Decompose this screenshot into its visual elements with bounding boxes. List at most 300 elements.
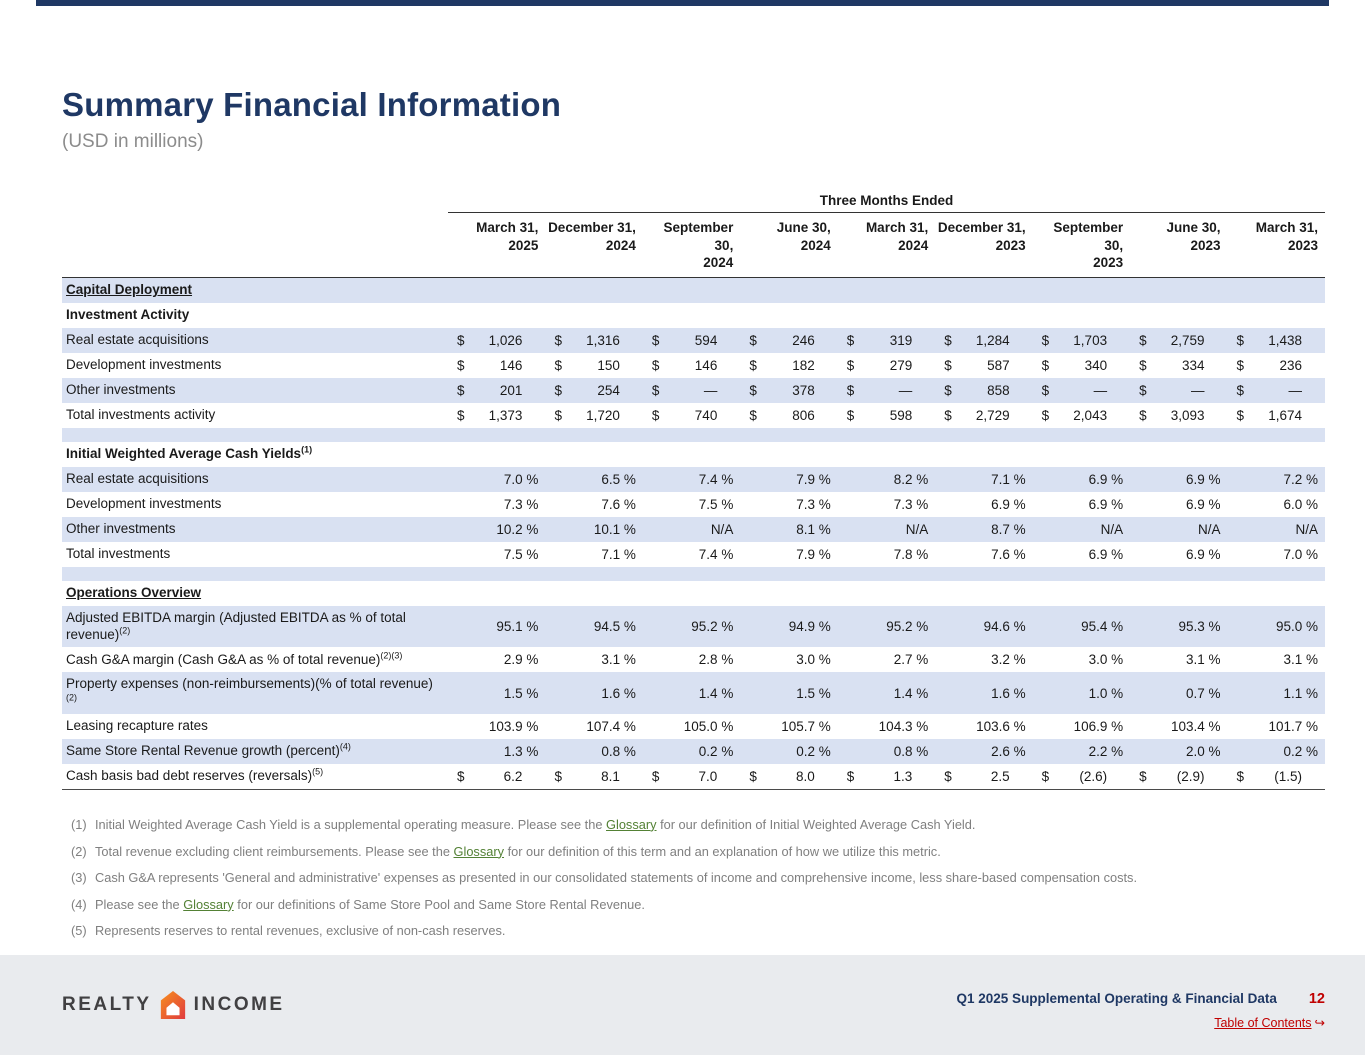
row-label-text: Development investments	[66, 357, 222, 373]
value-cell	[935, 492, 1032, 517]
value-cell	[740, 739, 837, 764]
cell-value: 3,093	[1170, 407, 1205, 423]
cell-value: 1.6 %	[991, 685, 1026, 701]
value-cell	[935, 672, 1032, 714]
cell-value: 2,043	[1073, 407, 1108, 423]
value-cell	[1228, 542, 1325, 567]
page-subtitle: (USD in millions)	[62, 131, 204, 152]
row-label-text: Development investments	[66, 496, 222, 512]
table-of-contents-link[interactable]: Table of Contents	[1214, 1015, 1312, 1030]
cell-value: 334	[1182, 357, 1205, 373]
currency-symbol: $	[457, 382, 465, 398]
value-cell	[545, 378, 642, 403]
currency-symbol: $	[1236, 332, 1245, 348]
column-header	[545, 219, 642, 272]
cell-value: 107.4 %	[586, 718, 636, 734]
value-cell	[1228, 378, 1325, 403]
column-header-date: March 31,	[1255, 220, 1318, 235]
currency-symbol: $	[846, 382, 855, 398]
cell-value: (1.5)	[1274, 768, 1302, 784]
currency-symbol: $	[554, 407, 562, 423]
value-cell	[838, 739, 935, 764]
footnotes	[62, 817, 1325, 940]
table-row	[62, 542, 1325, 567]
value-cell	[740, 672, 837, 714]
value-cell	[838, 403, 935, 428]
cell-value: 2,759	[1170, 332, 1205, 348]
footnote	[62, 923, 1325, 940]
value-cell	[1033, 328, 1130, 353]
value-cell	[740, 467, 837, 492]
glossary-link[interactable]: Glossary	[453, 843, 505, 859]
currency-symbol: $	[1236, 357, 1245, 373]
cell-value: 598	[889, 407, 913, 423]
value-cell	[545, 672, 642, 714]
cell-value: N/A	[710, 521, 734, 537]
value-cell	[935, 403, 1032, 428]
column-header	[740, 219, 837, 272]
footnote-text: Total revenue excluding client reimbursements. Please see the Glossary for our definition of this term and an explanation of how we utilize this metric.	[95, 843, 941, 859]
cell-value: 7.6 %	[991, 546, 1026, 562]
value-cell	[1130, 764, 1227, 789]
value-cell	[838, 542, 935, 567]
value-cell	[1228, 492, 1325, 517]
cell-value: 2,729	[975, 407, 1010, 423]
cell-value: 246	[792, 332, 815, 348]
footnote	[62, 897, 1325, 914]
currency-symbol: $	[1139, 382, 1147, 398]
row-label-text: Total investments	[66, 546, 171, 562]
currency-symbol: $	[749, 357, 757, 373]
row-label-text: Other investments	[66, 521, 176, 537]
group-header-spacer	[62, 193, 448, 213]
value-cell	[1228, 672, 1325, 714]
currency-symbol: $	[457, 357, 465, 373]
cell-value: 8.1 %	[796, 521, 831, 537]
value-cell	[545, 492, 642, 517]
cell-value: 7.4 %	[698, 546, 734, 562]
value-cell	[448, 672, 545, 714]
cell-value: 105.7 %	[781, 718, 831, 734]
value-cell	[448, 764, 545, 789]
value-cell	[1033, 378, 1130, 403]
value-cell	[740, 492, 837, 517]
row-label	[62, 517, 448, 541]
value-cell	[1130, 517, 1227, 542]
cell-value: 7.9 %	[796, 546, 831, 562]
cell-value: 94.6 %	[983, 618, 1026, 634]
value-cell	[448, 328, 545, 353]
cell-value: 8.2 %	[893, 471, 929, 487]
cell-value: 6.9 %	[1186, 471, 1221, 487]
value-cell	[1228, 647, 1325, 672]
currency-symbol: $	[1139, 357, 1147, 373]
row-label	[62, 739, 448, 763]
cell-value: 0.8 %	[601, 743, 636, 759]
cell-value: 7.3 %	[796, 496, 831, 512]
glossary-link[interactable]: Glossary	[606, 816, 657, 832]
value-cell	[1130, 672, 1227, 714]
value-cell	[545, 517, 642, 542]
currency-symbol: $	[457, 768, 465, 784]
cell-value: 0.2 %	[796, 743, 831, 759]
row-label-text: Initial Weighted Average Cash Yields$^{(1)}$	[66, 444, 313, 462]
row-label	[62, 606, 448, 648]
value-cell	[1033, 353, 1130, 378]
currency-symbol: $	[1236, 768, 1245, 784]
cell-value: (2.6)	[1079, 768, 1108, 784]
row-label	[62, 278, 448, 302]
footnote-ref: (2)	[119, 625, 131, 636]
value-cell	[1130, 403, 1227, 428]
cell-value: 104.3 %	[878, 718, 929, 734]
row-label	[62, 467, 448, 491]
currency-symbol: $	[749, 768, 757, 784]
currency-symbol: $	[749, 407, 757, 423]
column-header-year: 2023	[1287, 237, 1318, 253]
value-cell	[1130, 328, 1227, 353]
cell-value: N/A	[1100, 521, 1124, 537]
page-number: 12	[1308, 990, 1325, 1007]
column-header-row	[62, 213, 1325, 278]
value-cell	[1130, 492, 1227, 517]
value-cell	[740, 764, 837, 789]
value-cell	[1033, 492, 1130, 517]
cell-value: 279	[889, 357, 913, 373]
logo-word-realty: REALTY	[62, 994, 152, 1015]
cell-value: 95.3 %	[1178, 618, 1221, 634]
table-row	[62, 403, 1325, 428]
value-cell	[838, 328, 935, 353]
cell-value: 6.2	[503, 768, 523, 784]
column-header-year: 2024	[605, 237, 636, 253]
cell-value: 8.1	[601, 768, 620, 784]
table-row	[62, 442, 1325, 467]
value-cell	[935, 378, 1032, 403]
value-cell	[935, 467, 1032, 492]
currency-symbol: $	[651, 332, 660, 348]
column-header-spacer	[62, 219, 448, 272]
row-label-text: Property expenses (non-reimbursements)(% of total revenue)$^{(2)}$	[66, 676, 433, 703]
cell-value: 1.5 %	[503, 685, 539, 701]
value-cell	[1033, 403, 1130, 428]
value-cell	[545, 714, 642, 739]
value-cell	[643, 403, 740, 428]
value-cell	[935, 714, 1032, 739]
value-cell	[545, 542, 642, 567]
value-cell	[838, 467, 935, 492]
cell-value: 858	[987, 382, 1010, 398]
footnote	[62, 844, 1325, 861]
row-label	[62, 764, 448, 788]
row-label	[62, 672, 448, 714]
cell-value: 1.3	[893, 768, 913, 784]
table-row	[62, 517, 1325, 542]
financial-table	[62, 193, 1325, 790]
value-cell	[740, 714, 837, 739]
currency-symbol: $	[554, 768, 562, 784]
value-cell	[935, 647, 1032, 672]
value-cell	[545, 353, 642, 378]
currency-symbol: $	[944, 332, 952, 348]
cell-value: 2.9 %	[503, 652, 539, 668]
table-body	[62, 278, 1325, 789]
cell-value: 7.0	[698, 768, 718, 784]
currency-symbol: $	[1041, 382, 1050, 398]
toc-arrow-icon[interactable]: ↪	[1314, 1015, 1325, 1030]
cell-value: 103.6 %	[976, 718, 1026, 734]
cell-value: 1,703	[1073, 332, 1108, 348]
cell-value: 95.2 %	[886, 618, 929, 634]
cell-value: 6.9 %	[1088, 546, 1124, 562]
currency-symbol: $	[651, 768, 660, 784]
column-header-year: 2024	[800, 237, 831, 253]
value-cell	[643, 739, 740, 764]
cell-value: 319	[889, 332, 913, 348]
table-row	[62, 567, 1325, 581]
cell-value: 806	[792, 407, 815, 423]
table-row	[62, 467, 1325, 492]
table-row	[62, 378, 1325, 403]
value-cell	[643, 672, 740, 714]
column-header-year: 2023	[995, 237, 1026, 253]
currency-symbol: $	[1041, 357, 1050, 373]
cell-value: 7.5 %	[698, 496, 734, 512]
cell-value: 1.3 %	[503, 743, 539, 759]
value-cell	[1130, 467, 1227, 492]
value-cell	[448, 403, 545, 428]
value-cell	[838, 606, 935, 648]
cell-value: N/A	[1198, 521, 1221, 537]
cell-value: 7.6 %	[601, 496, 636, 512]
value-cell	[1228, 353, 1325, 378]
value-cell	[838, 492, 935, 517]
cell-value: 1,316	[586, 332, 620, 348]
column-header	[1228, 219, 1325, 272]
cell-value: 3.1 %	[601, 652, 636, 668]
glossary-link[interactable]: Glossary	[183, 896, 234, 912]
cell-value: —	[1191, 382, 1205, 398]
value-cell	[935, 764, 1032, 789]
value-cell	[740, 647, 837, 672]
currency-symbol: $	[1236, 382, 1245, 398]
row-label	[62, 403, 448, 427]
value-cell	[838, 714, 935, 739]
cell-value: 3.1 %	[1283, 652, 1318, 668]
row-label-text: Total investments activity	[66, 407, 216, 423]
value-cell	[448, 353, 545, 378]
footnote-ref: (2)	[66, 692, 77, 703]
footnote-number: (1)	[71, 816, 87, 832]
value-cell	[448, 714, 545, 739]
logo-word-income: INCOME	[193, 994, 285, 1015]
cell-value: 0.2 %	[1283, 743, 1318, 759]
table-row	[62, 581, 1325, 606]
cell-value: 1.4 %	[893, 685, 929, 701]
value-cell	[643, 467, 740, 492]
table-row	[62, 606, 1325, 648]
cell-value: 3.0 %	[1088, 652, 1124, 668]
column-header-year: 2024	[898, 237, 929, 253]
cell-value: 101.7 %	[1268, 718, 1318, 734]
currency-symbol: $	[1139, 407, 1147, 423]
table-row	[62, 672, 1325, 714]
currency-symbol: $	[554, 357, 562, 373]
value-cell	[448, 606, 545, 648]
cell-value: 7.8 %	[893, 546, 929, 562]
value-cell	[1033, 647, 1130, 672]
value-cell	[838, 672, 935, 714]
value-cell	[643, 517, 740, 542]
currency-symbol: $	[944, 357, 952, 373]
value-cell	[838, 517, 935, 542]
cell-value: 7.3 %	[503, 496, 539, 512]
value-cell	[838, 647, 935, 672]
cell-value: 1,720	[586, 407, 620, 423]
cell-value: 6.0 %	[1283, 496, 1318, 512]
cell-value: 95.2 %	[691, 618, 734, 634]
row-label-text: Same Store Rental Revenue growth (percent)$^{(4)}$	[66, 741, 351, 759]
cell-value: 7.0 %	[503, 471, 539, 487]
value-cell	[838, 353, 935, 378]
cell-value: 0.2 %	[698, 743, 734, 759]
footnote	[62, 870, 1325, 887]
table-row	[62, 714, 1325, 739]
value-cell	[1228, 328, 1325, 353]
column-header-year: 2024	[703, 255, 734, 271]
value-cell	[545, 467, 642, 492]
cell-value: 6.9 %	[1186, 496, 1221, 512]
value-cell	[643, 378, 740, 403]
cell-value: 94.9 %	[788, 618, 831, 634]
currency-symbol: $	[944, 407, 952, 423]
row-label	[62, 353, 448, 377]
cell-value: 10.1 %	[593, 521, 636, 537]
value-cell	[1228, 714, 1325, 739]
currency-symbol: $	[1041, 768, 1050, 784]
column-header-date: March 31,	[476, 220, 539, 235]
value-cell	[1033, 517, 1130, 542]
currency-symbol: $	[846, 357, 855, 373]
table-row	[62, 492, 1325, 517]
value-cell	[1228, 517, 1325, 542]
content	[62, 0, 1325, 940]
column-header	[643, 219, 740, 272]
cell-value: 105.0 %	[683, 718, 734, 734]
cell-value: 7.1 %	[601, 546, 636, 562]
value-cell	[935, 606, 1032, 648]
cell-value: 2.5	[990, 768, 1010, 784]
cell-value: 3.2 %	[991, 652, 1026, 668]
value-cell	[1228, 764, 1325, 789]
cell-value: 378	[792, 382, 815, 398]
value-cell	[448, 542, 545, 567]
row-label	[62, 328, 448, 352]
cell-value: 2.0 %	[1186, 743, 1221, 759]
cell-value: 6.5 %	[601, 471, 636, 487]
currency-symbol: $	[944, 382, 952, 398]
row-label-text: Other investments	[66, 382, 176, 398]
cell-value: N/A	[905, 521, 929, 537]
row-label-text: Real estate acquisitions	[66, 471, 209, 487]
value-cell	[1130, 714, 1227, 739]
value-cell	[740, 378, 837, 403]
cell-value: 201	[499, 382, 523, 398]
cell-value: 1.0 %	[1088, 685, 1124, 701]
currency-symbol: $	[1236, 407, 1245, 423]
value-cell	[545, 606, 642, 648]
value-cell	[1228, 467, 1325, 492]
value-cell	[935, 353, 1032, 378]
row-label-text: Adjusted EBITDA margin (Adjusted EBITDA as % of total revenue)$^{(2)}$	[66, 609, 406, 643]
row-label	[62, 581, 448, 605]
cell-value: 0.7 %	[1186, 685, 1221, 701]
cell-value: 2.6 %	[991, 743, 1026, 759]
table-row	[62, 278, 1325, 303]
footnote-text: Cash G&A represents 'General and administrative' expenses as presented in our consolidated statements of income and comprehensive income, less share-based compensation costs.	[95, 870, 1137, 886]
footnote-ref: (5)	[312, 766, 324, 777]
group-header-row	[62, 193, 1325, 213]
footnote-text: Initial Weighted Average Cash Yield is a supplemental operating measure. Please see the Glossary for our definition of Initial Weighted Average Cash Yield.	[95, 816, 976, 832]
column-header-date: September 30,	[1053, 220, 1124, 253]
cell-value: 103.4 %	[1171, 718, 1221, 734]
cell-value: 2.2 %	[1088, 743, 1124, 759]
value-cell	[1033, 606, 1130, 648]
cell-value: 587	[987, 357, 1010, 373]
value-cell	[838, 378, 935, 403]
cell-value: —	[1288, 382, 1302, 398]
footnote-number: (4)	[71, 896, 87, 912]
cell-value: 6.9 %	[1186, 546, 1221, 562]
currency-symbol: $	[846, 407, 855, 423]
cell-value: 1,438	[1268, 332, 1302, 348]
table-row	[62, 353, 1325, 378]
value-cell	[643, 647, 740, 672]
cell-value: 8.7 %	[991, 521, 1026, 537]
table-row	[62, 647, 1325, 672]
value-cell	[643, 492, 740, 517]
value-cell	[740, 606, 837, 648]
cell-value: 340	[1084, 357, 1108, 373]
cell-value: 3.1 %	[1186, 652, 1221, 668]
row-label-text: Capital Deployment	[66, 282, 193, 298]
value-cell	[448, 467, 545, 492]
cell-value: 7.1 %	[991, 471, 1026, 487]
row-label	[62, 378, 448, 402]
currency-symbol: $	[1041, 407, 1050, 423]
cell-value: 1,284	[975, 332, 1010, 348]
footer-right	[957, 981, 1325, 1030]
column-header-date: September 30,	[663, 220, 734, 253]
table-row	[62, 739, 1325, 764]
value-cell	[1130, 378, 1227, 403]
row-label	[62, 542, 448, 566]
value-cell	[643, 606, 740, 648]
currency-symbol: $	[1139, 332, 1147, 348]
cell-value: 95.4 %	[1081, 618, 1124, 634]
currency-symbol: $	[651, 357, 660, 373]
value-cell	[448, 517, 545, 542]
currency-symbol: $	[749, 332, 757, 348]
cell-value: 1.6 %	[601, 685, 636, 701]
value-cell	[1130, 647, 1227, 672]
value-cell	[740, 403, 837, 428]
column-header-year: 2023	[1190, 237, 1221, 253]
value-cell	[643, 764, 740, 789]
cell-value: —	[1093, 382, 1108, 398]
footnote-ref: (2)(3)	[380, 650, 403, 661]
value-cell	[643, 353, 740, 378]
